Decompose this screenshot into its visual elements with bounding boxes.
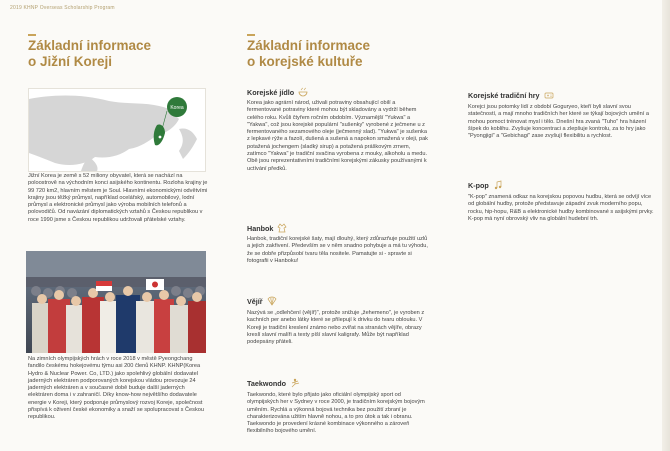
section-fan-text: Nazývá se „odlehčení (vějíř)", protože snižuje „žehemeno", je vyroben z kachních per anebo látky které se přilepují k drivku do tvaru oblouku. V Koreji je tradiční kreslení známo nebo zvířat na stranách vějíře, obrazy kreslí slavní malíři a texty píší slavní kaligrafy. Může být například podepsány přáteli. [247,310,425,346]
section-taekwondo-title [247,378,300,388]
section-fan-title [247,296,277,306]
left-title-line1: Základní informace [28,38,152,53]
game-icon [544,90,554,100]
section-games-title [468,90,554,100]
section-kpop-title [468,180,503,190]
title-accent-bar [28,34,36,36]
section-hanbok-title [247,223,287,233]
bowl-icon [298,87,308,97]
middle-title-line1: Základní informace [247,38,371,53]
section-food-text: Korea jako agrární národ, uživali potraviny obsahující obilí a fermentované potraviny které mohou být skladovány a vydrží během celého roku. Kvůli čtyřem ročním obdobím. Významější "Yukwa" a "Yakwa", což jsou korejské populární "sušenky" vyrobené z ječmene u z fermentovaného sezamového oleje (ječmenný slad). "Yukwa" je sušenka z lepkavé rýže a fazolí, dušená a sušená a napokon smažená v oleji, pak potažená jochengem (sladký sirup) a potažená práškovým zrnem, zatímco "Yakwa" je tradiční svačina vyrobena z mouky, alkoholu a medu. Obě jsou reprezentativními tradičními korejskými zákusky používanými k uctívání předků. [247,100,428,172]
section-title-text: K-pop [468,180,489,190]
taekwondo-icon [290,378,300,388]
section-taekwondo-text: Taekwondo, které bylo přijato jako oficiální olympijský sport od olympijských her v Sydney v roce 2000, je tradičním korejským bojovým uměním. Rychlá a výkonná bojová technika bez použití zbraní je charakterizována užitím hlavně nohou, a to pro útok a tak i obranu. Taekwondo je provedení krásné kombinace výkonného a zároveň flexibilního bojového umění. [247,392,425,435]
section-title-text: Vějíř [247,296,263,306]
page-binding-shadow [662,0,670,451]
music-icon [493,180,503,190]
title-accent-bar [247,34,255,36]
asia-map [28,88,206,172]
section-food-title [247,87,308,97]
section-kpop-text: "K-pop" znamená odkaz na korejskou popovou hudbu, která se odvíjí více od globální hudby, protože představuje západní zvuk moderního popu, rocku, hip-hopu, R&B a elektronické hudby kombinované s asijskými prvky. K-pop má nyní obrovský vliv na globální hudební trh. [468,194,654,222]
left-title-line2: o Jižní Koreji [28,54,113,69]
section-games-text: Korejci jsou potomky lidí z období Goguryeo, kteří byli slavní svou statečností, a mají mnoho tradičních her které se týkají bojových umění a mohou pomoct trénovat mysl i tělo. Dnešní hra zvaná "Tuho" hra házení šípek do koblihu. Zvyšuje koncentraci a zlepšuje kontrolu, za to hry jako "Pyongjigi" a "Gebichagi" zase zvyšují flexibilitu a rychlost. [468,104,649,140]
section-hanbok-text: Hanbok, tradiční korejské šaty, mají dlouhý, který zdůrazňuje použití uzlů a jejich zakřivení. Především se v něm snadno pohybuje a má tu výhodu, že se dobře přizpůsobí tvaru těla nositele. Pamatujte si - spravte si fotografii v Hanboku! [247,236,428,264]
fan-icon [267,296,277,306]
middle-title [247,38,370,70]
middle-title-line2: o korejské kultuře [247,54,363,69]
map-label: Korea [170,105,184,111]
map-illustration [29,89,205,171]
left-title [28,38,151,70]
left-para-2: Na zimních olympijských hrách v roce 2018 v městě Pyeongchang fandilo českému hokejovému týmu asi 200 členů KHNP. KHNP(Korea Hydro & Nuclear Power. Co, LTD.) jako spolehlivý globální dodavatel jaderných elektráren podporovaných korejskou vládou provozuje 24 jaderných elektráren a v současné době buduje další jaderných elektráren doma i v zahraničí. Díky know-how největšího dodavatele energie v Koreji, který podporuje průmyslový rozvoj Koreje, společnost přispívá k oživení české ekonomiky a snaží se spolupracovat s Českou republikou. [28,356,204,421]
section-title-text: Hanbok [247,223,274,233]
section-title-text: Korejské tradiční hry [468,90,540,100]
hanbok-icon [277,223,287,233]
section-title-text: Taekwondo [247,378,287,388]
left-para-1: Jižní Korea je země s 52 miliony obyvatel, která se nachází na poloostrově na východním konci asijského kontinentu. Rozloha krajiny je 99 720 km2, hlavním městem je Soul. Hlavními ekonomickými odvětvími krajiny jsou těžký průmysl, například ocelářský, automobilový, lodní průmysl a elektronické průmysl jako výroba mobilních telefonů a polovodičů. Od navázání diplomatických vztahů s Českou republikou v roce 1990 jsme s Českou republikou udržovali přátelské vztahy. [28,173,208,223]
section-title-text: Korejské jídlo [247,87,295,97]
page-header: 2019 KHNP Overseas Scholarship Program [10,5,115,11]
olympic-photo [26,251,206,353]
